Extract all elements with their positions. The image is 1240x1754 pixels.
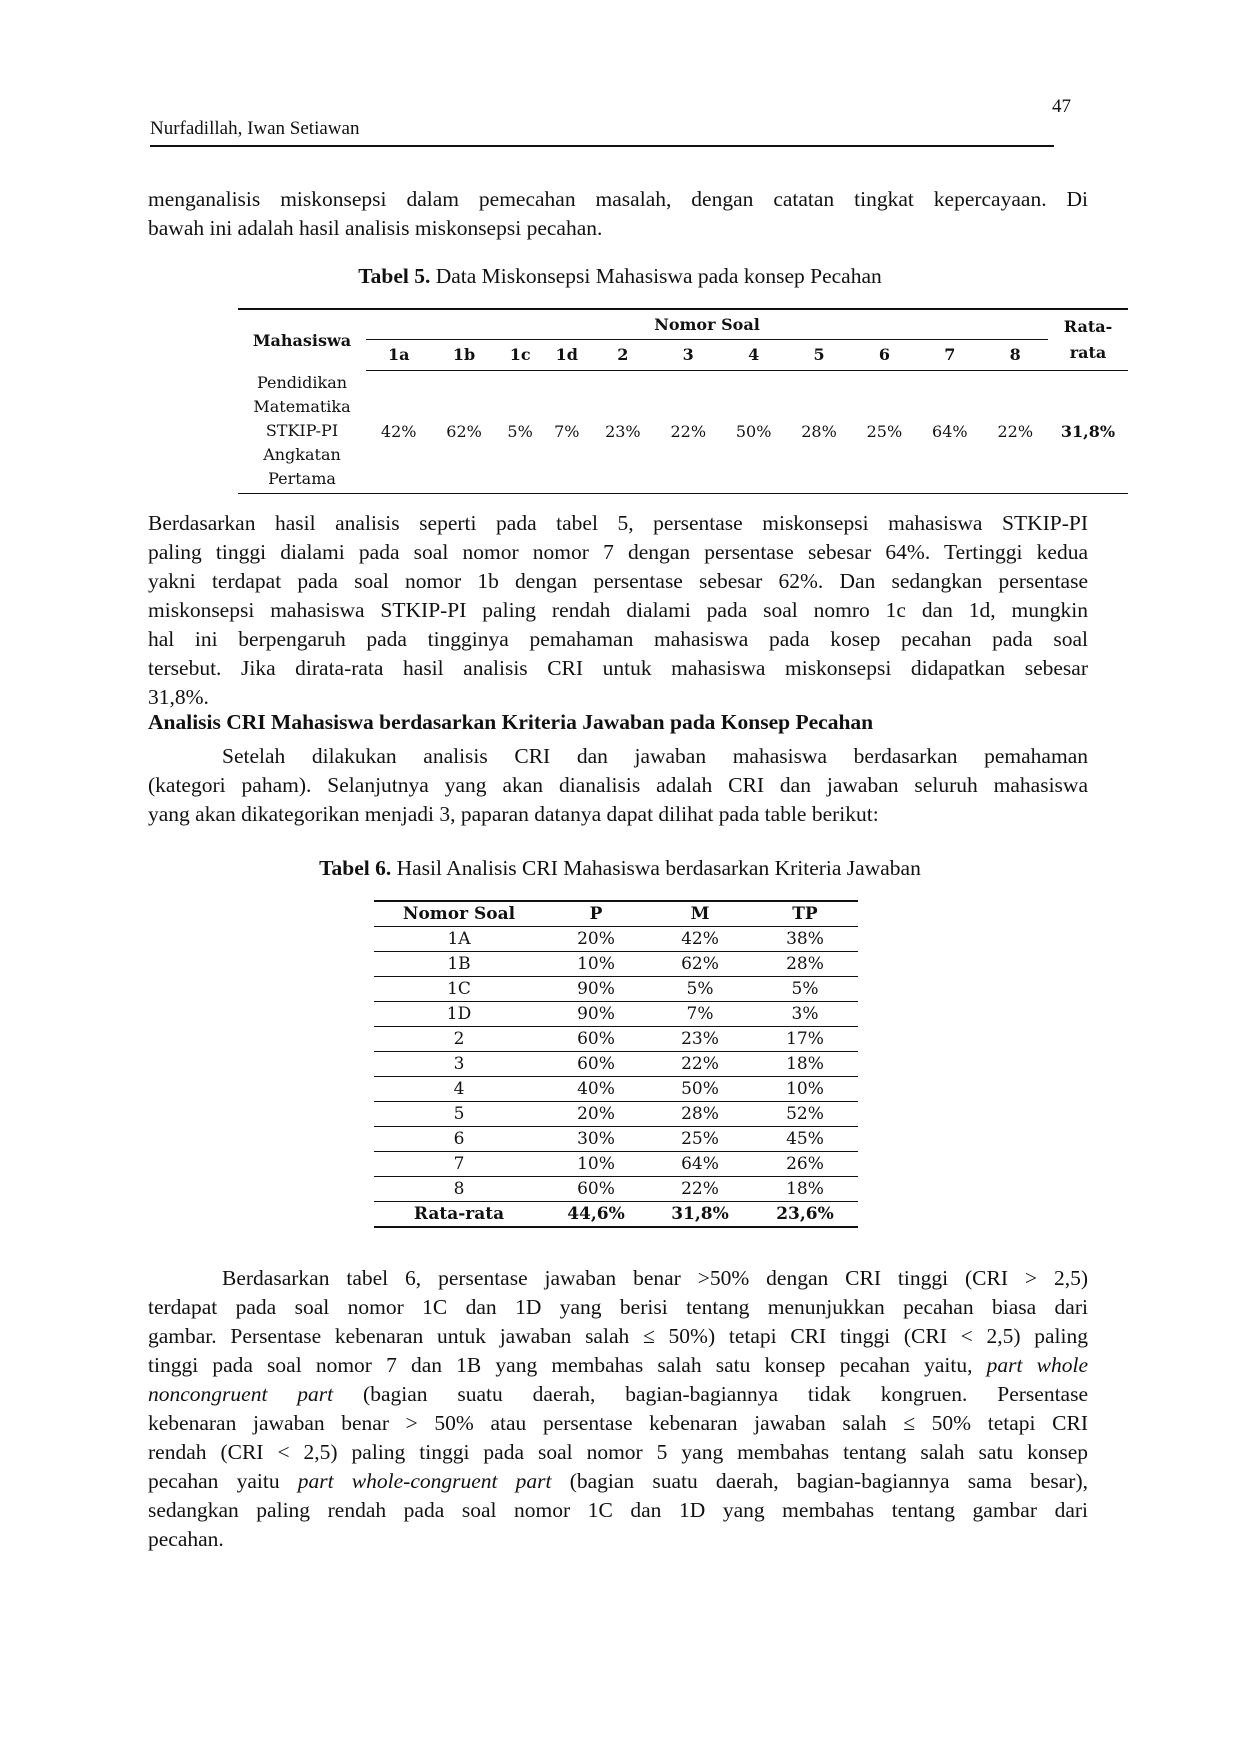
table5-question-header: 2 — [590, 339, 655, 370]
table6-cell: 22% — [648, 1177, 752, 1202]
text-line — [148, 1467, 1088, 1496]
text-span: pecahan yaitu — [148, 1469, 280, 1493]
table-row — [374, 1152, 858, 1177]
text-line: terdapat pada soal nomor 1C dan 1D yang berisi tentang menunjukkan pecahan biasa dari — [148, 1295, 1088, 1319]
table6-cell: 45% — [752, 1127, 858, 1152]
text-span: tinggi pada soal nomor 7 dan 1B yang membahas salah satu konsep pecahan yaitu, — [148, 1353, 973, 1377]
table6-cell: 5 — [374, 1102, 544, 1127]
intro-paragraph — [148, 185, 1088, 243]
table5-value-cell: 64% — [917, 370, 982, 493]
table6-cell: 1A — [374, 927, 544, 952]
table5-average-cell: 31,8% — [1048, 370, 1128, 493]
table6-cell: 22% — [648, 1052, 752, 1077]
text-span: (bagian suatu daerah, bagian-bagiannya sama besar), — [569, 1469, 1089, 1493]
table6-cell: 42% — [648, 927, 752, 952]
table5-value-cell: 28% — [786, 370, 851, 493]
table5-value-cell: 42% — [366, 370, 431, 493]
text-line: rendah (CRI < 2,5) paling tinggi pada soal nomor 5 yang membahas tentang salah satu konsep — [148, 1440, 1088, 1464]
table6-cell: 20% — [544, 927, 648, 952]
discussion-paragraph-1 — [148, 509, 1088, 712]
table6-header-cell: P — [544, 901, 648, 927]
text-line: hal ini berpengaruh pada tingginya pemahaman mahasiswa pada kosep pecahan pada soal — [148, 627, 1088, 651]
table6-cell: 6 — [374, 1127, 544, 1152]
text-line: Berdasarkan hasil analisis seperti pada tabel 5, persentase miskonsepsi mahasiswa STKIP-PI — [148, 511, 1088, 535]
table6-cell: 60% — [544, 1027, 648, 1052]
table-row — [374, 1027, 858, 1052]
table5-header-average-line: rata — [1069, 342, 1107, 362]
table-row — [374, 1077, 858, 1102]
table5-caption — [0, 264, 1240, 289]
student-line: STKIP-PI — [265, 421, 339, 441]
table5-question-row — [238, 339, 1128, 370]
text-line: sedangkan paling rendah pada soal nomor 1C dan 1D yang membahas tentang gambar dari — [148, 1498, 1088, 1522]
text-line: yang akan dikategorikan menjadi 3, paparan datanya dapat dilihat pada table berikut: — [148, 802, 879, 826]
table5-question-header: 4 — [721, 339, 786, 370]
running-head-authors: Nurfadillah, Iwan Setiawan — [150, 118, 360, 139]
table6-cell: 4 — [374, 1077, 544, 1102]
table6-cell: 1D — [374, 1002, 544, 1027]
table6-cell: 2 — [374, 1027, 544, 1052]
table6-cell: 60% — [544, 1177, 648, 1202]
table5-value-cell: 22% — [983, 370, 1049, 493]
text-line: bawah ini adalah hasil analisis miskonsepsi pecahan. — [148, 216, 603, 240]
table6-header-cell: Nomor Soal — [374, 901, 544, 927]
text-line — [148, 1351, 1088, 1380]
table6-cell: 10% — [544, 952, 648, 977]
table5-question-header: 7 — [917, 339, 982, 370]
text-line — [148, 1380, 1088, 1409]
table6-cell: 18% — [752, 1177, 858, 1202]
table5-value-cell: 62% — [431, 370, 496, 493]
text-line: 31,8%. — [148, 685, 209, 709]
table6-footer-row — [374, 1202, 858, 1228]
table6 — [374, 900, 858, 1228]
text-line: tersebut. Jika dirata-rata hasil analisis CRI untuk mahasiswa miskonsepsi didapatkan sebesar — [148, 656, 1088, 680]
table6-cell: 26% — [752, 1152, 858, 1177]
table-row — [374, 927, 858, 952]
table-row — [374, 1002, 858, 1027]
table-row — [374, 1177, 858, 1202]
table6-cell: 1C — [374, 977, 544, 1002]
table5-question-header: 1d — [543, 339, 590, 370]
student-line: Pertama — [268, 469, 336, 489]
table5-header-group: Nomor Soal — [366, 309, 1048, 339]
table6-cell: 50% — [648, 1077, 752, 1102]
table5-value-cell: 50% — [721, 370, 786, 493]
table5-value-cell: 23% — [590, 370, 655, 493]
table-row — [374, 1127, 858, 1152]
table5-header-student: Mahasiswa — [238, 309, 366, 370]
table6-cell: 30% — [544, 1127, 648, 1152]
table6-header-row — [374, 901, 858, 927]
table6-cell: 17% — [752, 1027, 858, 1052]
text-line: pecahan. — [148, 1527, 224, 1551]
table5-question-header: 8 — [983, 339, 1049, 370]
table5-value-cell: 22% — [656, 370, 721, 493]
table5-row — [238, 370, 1128, 493]
table6-footer-cell: 31,8% — [648, 1202, 752, 1228]
table6-cell: 40% — [544, 1077, 648, 1102]
page-number: 47 — [1052, 96, 1071, 117]
table6-cell: 3% — [752, 1002, 858, 1027]
table6-cell: 64% — [648, 1152, 752, 1177]
table6-cell: 18% — [752, 1052, 858, 1077]
student-line: Pendidikan — [256, 373, 348, 393]
table6-cell: 90% — [544, 1002, 648, 1027]
table6-cell: 7 — [374, 1152, 544, 1177]
text-line: paling tinggi dialami pada soal nomor nomor 7 dengan persentase sebesar 64%. Tertinggi kedua — [148, 540, 1088, 564]
table6-cell: 7% — [648, 1002, 752, 1027]
table5 — [238, 308, 1128, 494]
table6-caption — [0, 856, 1240, 881]
table-row — [374, 1102, 858, 1127]
table5-question-header: 1c — [497, 339, 544, 370]
discussion-paragraph-3 — [148, 1264, 1088, 1554]
table6-cell: 3 — [374, 1052, 544, 1077]
table6-footer-cell: 23,6% — [752, 1202, 858, 1228]
table5-question-header: 1a — [366, 339, 431, 370]
text-line: yakni terdapat pada soal nomor 1b dengan persentase sebesar 62%. Dan sedangkan persentase — [148, 569, 1088, 593]
table6-cell: 1B — [374, 952, 544, 977]
student-line: Angkatan — [263, 445, 341, 465]
section-heading: Analisis CRI Mahasiswa berdasarkan Kriteria Jawaban pada Konsep Pecahan — [148, 710, 874, 734]
student-line: Matematika — [253, 397, 351, 417]
table6-cell: 52% — [752, 1102, 858, 1127]
text-line: menganalisis miskonsepsi dalam pemecahan masalah, dengan catatan tingkat kepercayaan. Di — [148, 187, 1088, 211]
table5-question-header: 3 — [656, 339, 721, 370]
table5-question-header: 6 — [852, 339, 917, 370]
text-line: (kategori paham). Selanjutnya yang akan dianalisis adalah CRI dan jawaban seluruh mahasiswa — [148, 773, 1088, 797]
table6-header-cell: TP — [752, 901, 858, 927]
header-rule — [150, 145, 1054, 147]
text-line: Berdasarkan tabel 6, persentase jawaban benar >50% dengan CRI tinggi (CRI > 2,5) — [222, 1266, 1088, 1290]
text-line: kebenaran jawaban benar > 50% atau persentase kebenaran jawaban salah ≤ 50% tetapi CRI — [148, 1411, 1088, 1435]
table6-cell: 28% — [752, 952, 858, 977]
text-span: (bagian suatu daerah, bagian-bagiannya tidak kongruen. Persentase — [363, 1382, 1088, 1406]
table6-title: Hasil Analisis CRI Mahasiswa berdasarkan Kriteria Jawaban — [396, 856, 921, 880]
table6-cell: 20% — [544, 1102, 648, 1127]
table6-footer-cell: 44,6% — [544, 1202, 648, 1228]
table5-student-cell — [238, 370, 366, 493]
table6-cell: 5% — [752, 977, 858, 1002]
table-row — [374, 952, 858, 977]
discussion-paragraph-2 — [148, 742, 1088, 829]
table5-question-header: 1b — [431, 339, 496, 370]
table6-cell: 8 — [374, 1177, 544, 1202]
table6-cell: 38% — [752, 927, 858, 952]
table6-cell: 23% — [648, 1027, 752, 1052]
table6-cell: 62% — [648, 952, 752, 977]
italic-term: part whole-congruent part — [297, 1469, 552, 1493]
text-line: gambar. Persentase kebenaran untuk jawaban salah ≤ 50%) tetapi CRI tinggi (CRI < 2,5) paling — [148, 1324, 1088, 1348]
text-line: Setelah dilakukan analisis CRI dan jawaban mahasiswa berdasarkan pemahaman — [222, 744, 1088, 768]
table6-cell: 10% — [752, 1077, 858, 1102]
table5-value-cell: 7% — [543, 370, 590, 493]
table6-cell: 5% — [648, 977, 752, 1002]
table5-value-cell: 5% — [497, 370, 544, 493]
table6-label: Tabel 6. — [319, 856, 392, 880]
table5-header-average — [1048, 309, 1128, 370]
table6-footer-cell: Rata-rata — [374, 1202, 544, 1228]
table6-cell: 28% — [648, 1102, 752, 1127]
table6-header-cell: M — [648, 901, 752, 927]
table5-title: Data Miskonsepsi Mahasiswa pada konsep Pecahan — [435, 264, 882, 288]
table-row — [374, 1052, 858, 1077]
table5-header-average-line: Rata- — [1063, 316, 1113, 336]
table6-cell: 10% — [544, 1152, 648, 1177]
table6-cell: 25% — [648, 1127, 752, 1152]
table5-question-header: 5 — [786, 339, 851, 370]
table5-label: Tabel 5. — [358, 264, 431, 288]
table6-cell: 60% — [544, 1052, 648, 1077]
table6-cell: 90% — [544, 977, 648, 1002]
table5-value-cell: 25% — [852, 370, 917, 493]
italic-term: part whole — [986, 1353, 1088, 1377]
table-row — [374, 977, 858, 1002]
text-line: miskonsepsi mahasiswa STKIP-PI paling rendah dialami pada soal nomro 1c dan 1d, mungkin — [148, 598, 1088, 622]
italic-term: noncongruent part — [148, 1382, 334, 1406]
